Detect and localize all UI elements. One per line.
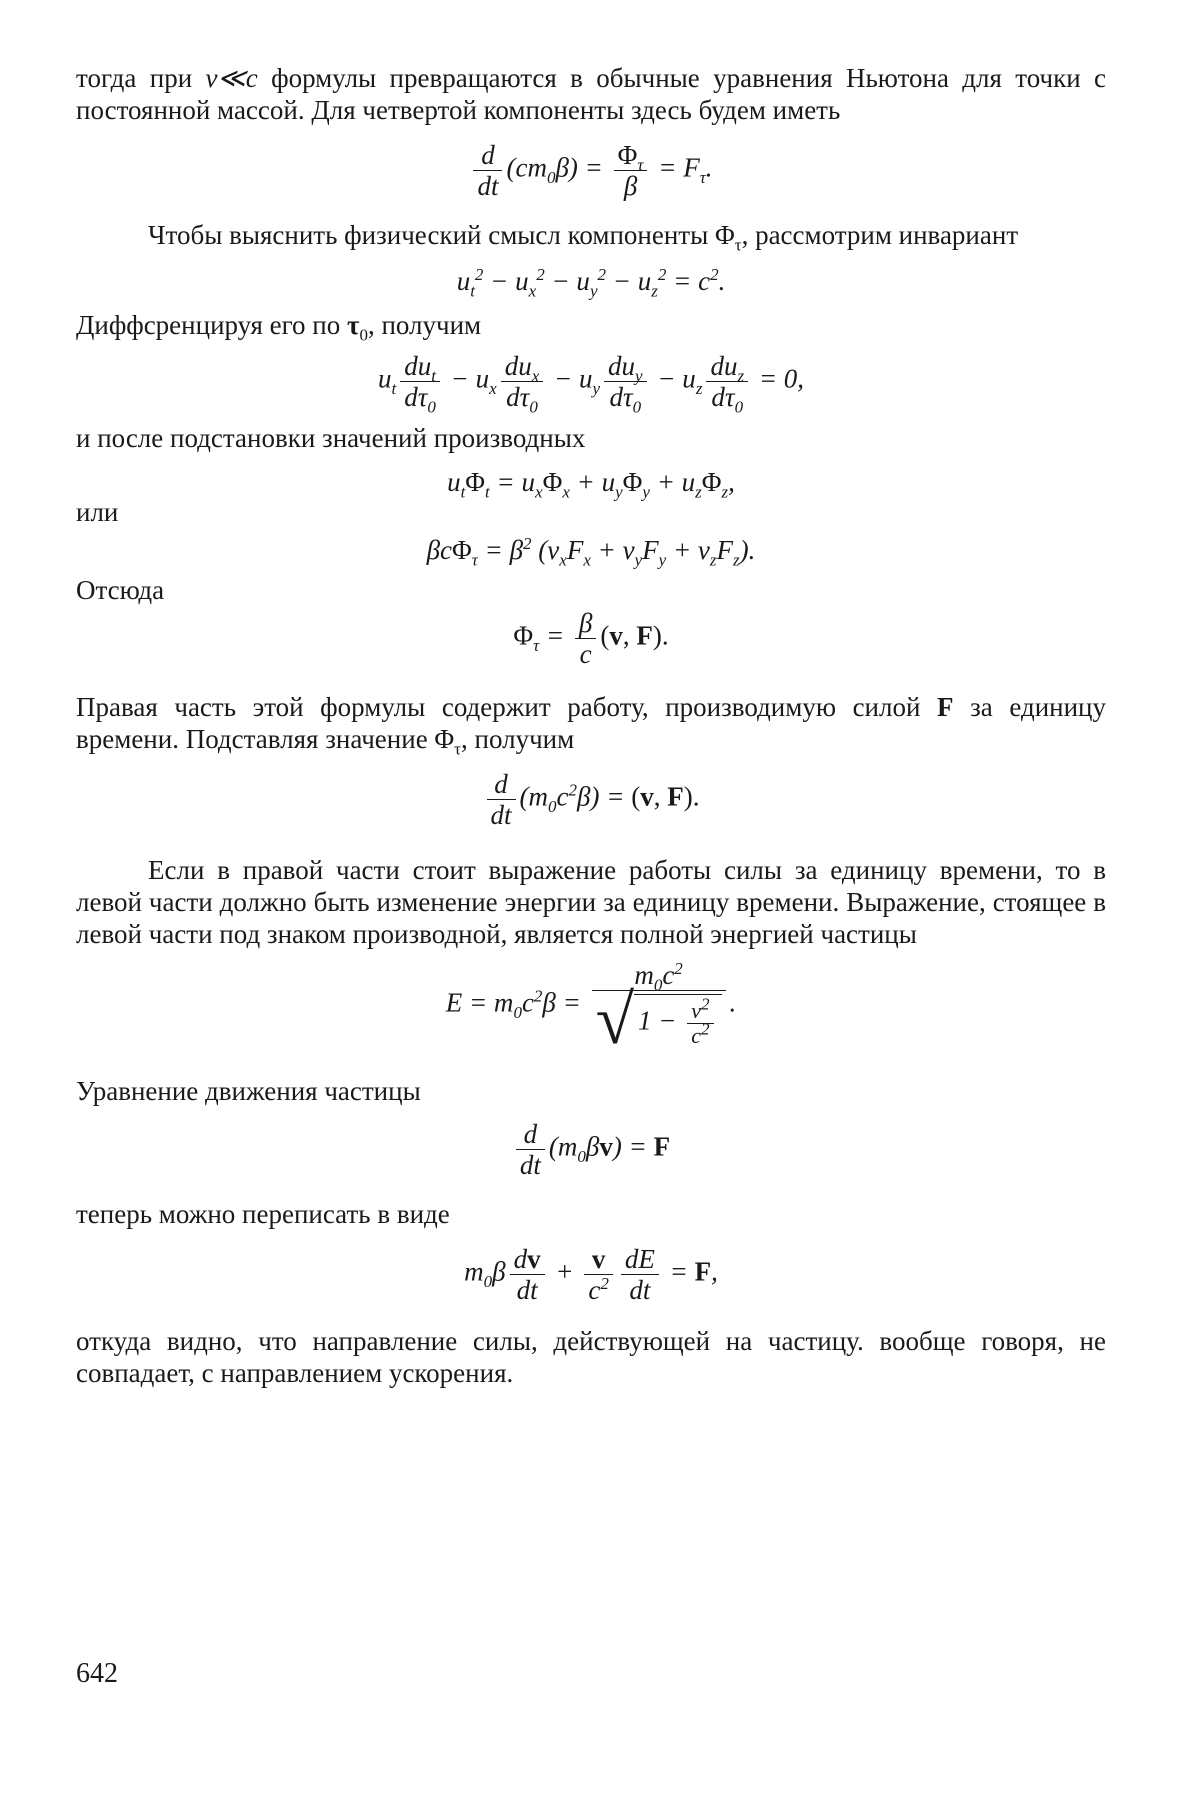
paragraph-3 xyxy=(76,309,1106,345)
paragraph-9: Уравнение движения частицы xyxy=(76,1076,421,1106)
equation-9: $\frac{d}{dt}$ $(m_0\beta v) = F$ xyxy=(76,1119,1106,1180)
paragraph-1 xyxy=(76,62,1106,126)
paragraph-5: или xyxy=(76,497,119,527)
text: формулы превращаются в обычные уравнения Ньютона для точки с постоянной массой. Для четвертой компоненты здесь будем иметь xyxy=(76,63,1107,125)
equation-7: $\frac{d}{dt}$ $(m_0c^2\beta) = (v$, F). xyxy=(76,769,1106,830)
math-inline: v≪c xyxy=(205,63,258,93)
equation-2: $u_t^2 - u_x^2 - u_y^2 - u_z^2 = c^2$. xyxy=(456,265,726,301)
text: , рассмотрим инвариант xyxy=(741,220,1019,250)
text: за единицу времени. Подставляя значение Φ xyxy=(76,692,1107,754)
equation-1: $\frac{d}{dt}$ $(cm_0\beta)$ = $\frac{\Phi_\tau}{\beta}$ = $F_\tau$. xyxy=(76,140,1106,201)
paragraph-7 xyxy=(76,691,1107,759)
text: тогда при xyxy=(76,63,206,93)
paragraph-2 xyxy=(76,219,1106,255)
equation-4: $u_t\Phi_t = u_x\Phi_x + u_y\Phi_y + u_z\Phi_z$, xyxy=(447,467,735,502)
paragraph-11: откуда видно, что направление силы, действующей на частицу. вообще говоря, не совпадает, с направлением ускорения. xyxy=(76,1326,1106,1388)
text: Диффсренцируя его по xyxy=(76,310,347,340)
bold-symbol: F xyxy=(937,692,954,722)
subscript: τ xyxy=(734,235,742,255)
text: Правая часть этой формулы содержит работу, производимую силой xyxy=(76,692,938,722)
equation-10: $m_0\beta$ $\frac{dv}{dt}$ + $\frac{v}{c^2}$ $\frac{dE}{dt}$ = F, xyxy=(464,1244,718,1305)
paragraph-10: теперь можно переписать в виде xyxy=(76,1199,450,1229)
equation-6: $\Phi_\tau$ = $\frac{\beta}{c}$ (v, F). xyxy=(513,608,669,669)
math-inline: τ xyxy=(347,310,360,340)
equation-3: $u_t$ $\frac{du_t}{d\tau_0}$ − $u_x$ $\frac{du_x}{d\tau_0}$ − $u_y$ $\frac{du_y}{d\tau_0}$ − $u_z$ $\frac{du_z}{d\tau_0}$ = 0, xyxy=(377,351,805,417)
text: , получим xyxy=(367,310,482,340)
equation-5: $\beta c\Phi_\tau = \beta^2$ $(v_xF_x + v_yF_y + v_zF_z)$. xyxy=(426,534,756,570)
paragraph-4: и после подстановки значений производных xyxy=(76,423,586,453)
text: Чтобы выяснить физический смысл компоненты Φ xyxy=(148,220,735,250)
paragraph-8: Если в правой части стоит выражение работы силы за единицу времени, то в левой части должно быть изменение энергии за единицу времени. Выражение, стоящее в левой части под знаком производной, является полной энергией частицы xyxy=(76,855,1106,949)
page-body xyxy=(76,62,1106,1389)
subscript: τ xyxy=(454,739,462,759)
subscript: 0 xyxy=(359,325,368,345)
equation-8: $E = m_0c^2\beta$ = $m_0c^2$ √ 1 − $\frac{v^2}{c^2}$ . xyxy=(445,959,737,1059)
page-number: 642 xyxy=(76,1658,118,1689)
text: , получим xyxy=(461,724,575,754)
paragraph-6: Отсюда xyxy=(76,575,165,605)
